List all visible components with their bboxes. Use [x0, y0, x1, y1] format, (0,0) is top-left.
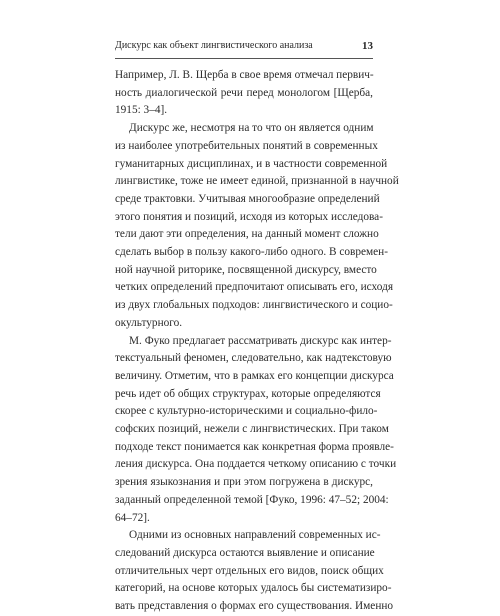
text-line: заданный определенной темой [Фуко, 1996: 47–52; 2004: — [115, 493, 389, 506]
text-line: М. Фуко предлагает рассматривать дискурс как интер- — [129, 334, 392, 347]
text-line: лингвистике, тоже не имеет единой, признанной в научной — [115, 175, 399, 188]
text-line: 64–72]. — [115, 511, 150, 524]
text-line: вать представления о формах его существования. Именно — [115, 600, 394, 613]
text-line: зрения языкознания и при этом погружена в дискурс, — [115, 476, 373, 489]
text-line: Одними из основных направлений современных ис- — [129, 529, 381, 542]
paragraph — [115, 67, 373, 120]
text-line: подходе текст понимается как конкретная форма проявле- — [115, 440, 394, 453]
header-rule — [115, 58, 373, 59]
text-line: величину. Отметим, что в рамках его концепции дискурса — [115, 369, 394, 382]
text-line: ность диалогической речи перед монологом [Щерба, — [115, 86, 373, 99]
text-line: следований дискурса остаются выявление и описание — [115, 546, 375, 559]
text-line: отличительных черт отдельных его видов, поиск общих — [115, 564, 384, 577]
text-line: Дискурс же, несмотря на то что он является одним — [129, 122, 374, 135]
text-line: сделать выбор в пользу какого-либо одного. В современ- — [115, 246, 388, 259]
text-line: из двух глобальных подходов: лингвистического и социо- — [115, 299, 393, 312]
text-line: ления дискурса. Она поддается четкому описанию с точки — [115, 458, 397, 471]
text-line: тели дают эти определения, на данный момент сложно — [115, 228, 379, 241]
page-number: 13 — [362, 40, 373, 52]
text-line: гуманитарных дисциплинах, и в частности современной — [115, 157, 388, 170]
text-line: этого понятия и позиций, исходя из которых исследова- — [115, 210, 383, 223]
text-line: речь идет об общих структурах, которые определяются — [115, 387, 381, 400]
text-line: 1915: 3–4]. — [115, 104, 168, 117]
text-line: из наиболее употребительных понятий в современных — [115, 139, 378, 152]
text-line: Например, Л. В. Щерба в свое время отмечал первич- — [115, 69, 374, 81]
text-line: категорий, на основе которых удалось бы систематизиро- — [115, 582, 392, 595]
text-line: софских позиций, нежели с лингвистических. При таком — [115, 423, 389, 436]
body-text — [115, 67, 399, 616]
paragraph — [115, 527, 394, 616]
text-line: ной научной риторике, посвященной дискурсу, вместо — [115, 263, 377, 276]
text-line: текстуальный феномен, следовательно, как надтекстовую — [115, 352, 392, 365]
text-line: среде трактовки. Учитывая многообразие определений — [115, 192, 380, 205]
running-header — [115, 40, 373, 59]
paragraph — [115, 333, 397, 528]
text-line: четких определений предпочитают описывать его, исходя — [115, 281, 394, 294]
text-line: скорее с культурно-историческими и социально-фило- — [115, 405, 378, 418]
running-header-title: Дискурс как объект лингвистического анализа — [115, 40, 313, 51]
paragraph — [115, 120, 399, 332]
text-line: окультурного. — [115, 316, 183, 329]
